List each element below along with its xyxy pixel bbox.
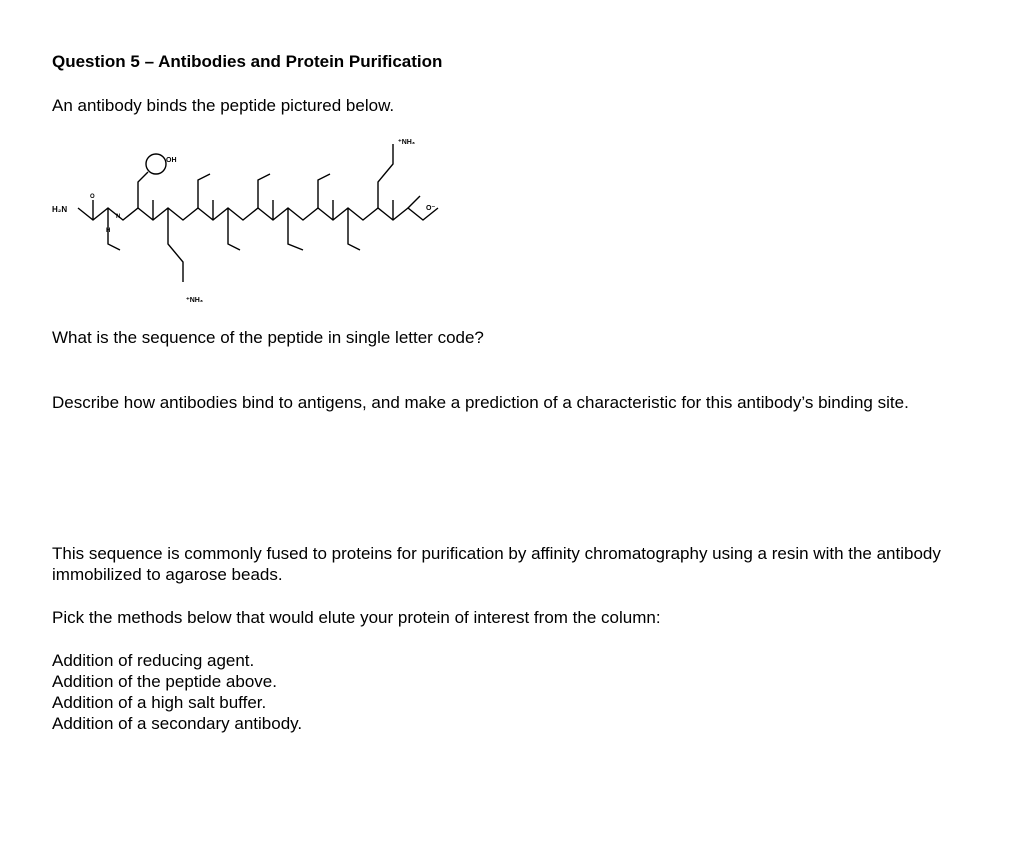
ammonium-label-bottom: ⁺NH₃ bbox=[186, 297, 204, 304]
question-purification: This sequence is commonly fused to proteins for purification by affinity chromatography using a resin with the antibody immobilized to agarose beads. bbox=[52, 544, 941, 584]
hydroxyl-label: OH bbox=[166, 157, 177, 164]
intro-text: An antibody binds the peptide pictured below. bbox=[52, 96, 395, 115]
option-reducing-agent[interactable]: Addition of reducing agent. bbox=[52, 651, 255, 670]
carbonyl-label: O bbox=[90, 194, 95, 200]
ammonium-label-top: ⁺NH₃ bbox=[398, 139, 416, 146]
question-sequence: What is the sequence of the peptide in single letter code? bbox=[52, 328, 484, 347]
n-label: N bbox=[116, 214, 121, 220]
carboxylate-label: O⁻ bbox=[426, 205, 436, 212]
option-peptide[interactable]: Addition of the peptide above. bbox=[52, 672, 277, 691]
question-pick: Pick the methods below that would elute your protein of interest from the column: bbox=[52, 608, 661, 627]
question-title: Question 5 – Antibodies and Protein Purification bbox=[52, 52, 443, 71]
h-label: H bbox=[106, 228, 111, 234]
nterm-label: H₂N bbox=[52, 205, 68, 214]
peptide-backbone bbox=[78, 208, 438, 220]
option-high-salt[interactable]: Addition of a high salt buffer. bbox=[52, 693, 267, 712]
question-binding: Describe how antibodies bind to antigens, and make a prediction of a characteristic for this antibody’s binding site. bbox=[52, 393, 909, 412]
option-secondary-antibody[interactable]: Addition of a secondary antibody. bbox=[52, 714, 303, 733]
peptide-structure-figure bbox=[48, 132, 458, 310]
elution-options bbox=[52, 650, 302, 734]
